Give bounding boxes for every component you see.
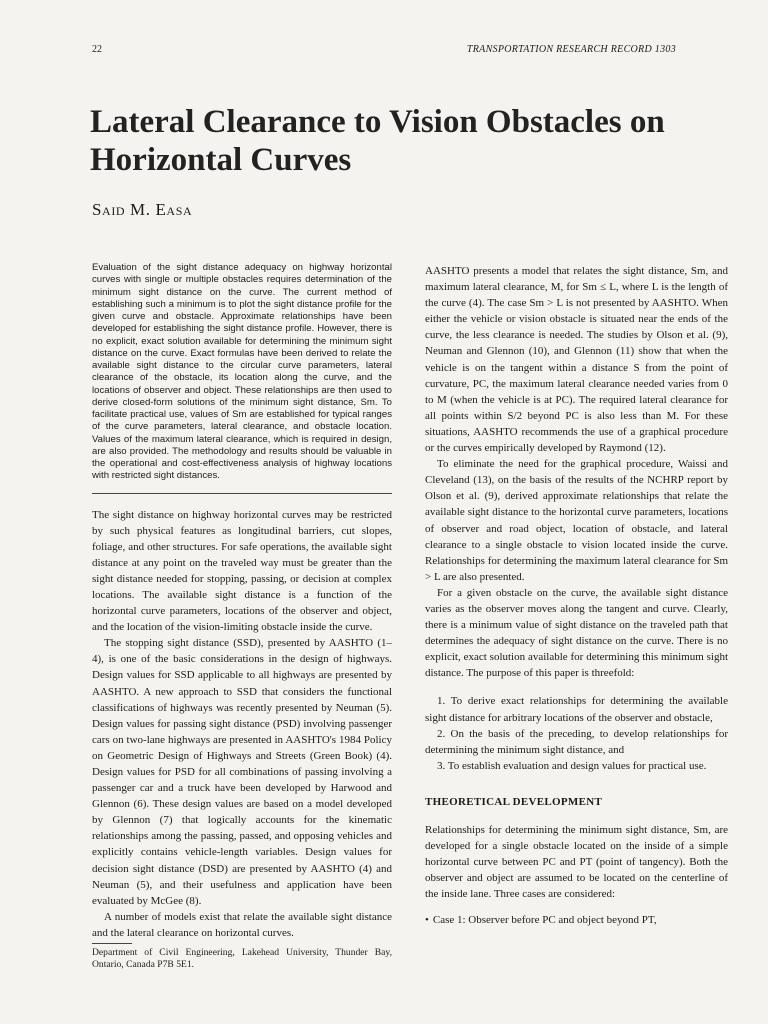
list-item: 3. To establish evaluation and design values for practical use.: [437, 759, 707, 772]
list-item: 2. On the basis of the preceding, to develop relationships for determining the minimum sight distance, and: [425, 727, 728, 756]
left-column: [92, 262, 392, 971]
footnote-divider: [92, 943, 132, 944]
paragraph: The sight distance on highway horizontal curves may be restricted by such physical features as longitudinal barriers, cut slopes, foliage, and other structures. For safe operations, the available sight distance at any point on the traveled way must be greater than the sight distance needed for stopping, passing, or decision at complex locations. The available sight distance is a function of the horizontal curve parameters, locations of the observer and object, and the location of the vision-limiting obstacle inside the curve.: [92, 508, 392, 634]
paragraph: A number of models exist that relate the available sight distance and the lateral clearance on horizontal curves.: [92, 910, 392, 939]
right-body-text: [425, 263, 728, 681]
section-body-text: [425, 822, 728, 902]
paragraph: The stopping sight distance (SSD), presented by AASHTO (1–4), is one of the basic considerations in the design of highways. Design values for SSD applicable to all highways are presented by AASHTO. A new approach to SSD that considers the functional classifications of highways was recently presented by Neuman (5). Design values for passing sight distance (PSD) involving passenger cars on two-lane highways are presented in AASHTO's 1984 Policy on Geometric Design of Highways and Streets (Green Book) (4). Design values for PSD for all combinations of passing involving a passenger car and a truck have been developed by Harwood and Glennon (6). These design values are based on a model developed by Glennon (7) that logically accounts for the kinematic relationships among the passing, passed, and opposing vehicles and explicitly contains vehicle-length variables. Design values for decision sight distance (DSD) are presented by AASHTO (4) and Neuman (5), and their usefulness and application have been evaluated by McGee (8).: [92, 637, 392, 907]
paragraph: AASHTO presents a model that relates the sight distance, Sm, and maximum lateral clearance, M, for Sm ≤ L, where L is the length of the curve (4). The case Sm > L is not presented by AASHTO. When either the vehicle or vision obstacle is situated near the ends of the curve, the less clearance is needed. The studies by Olson et al. (9), Neuman and Glennon (10), and Glennon (11) show that when the vehicle is on the tangent within a distance S from the point of curvature, PC, the maximum lateral clearance needed varies from 0 to M (when the vehicle is at PC). The required lateral clearance for all points within S/2 beyond PC is also less than M. For these situations, AASHTO recommends the use of a graphical procedure or the curves empirically developed by Raymond (12).: [425, 265, 728, 455]
list-item: 1. To derive exact relationships for determining the available sight distance for arbitrary locations of the observer and obstacle,: [425, 695, 728, 724]
paragraph: For a given obstacle on the curve, the available sight distance varies as the observer moves along the tangent and curve. Clearly, there is a minimum value of sight distance on the traveled path that determines the adequacy of sight distance on the curve. There is no explicit, exact solution available for determining this minimum sight distance. The purpose of this paper is threefold:: [425, 586, 728, 680]
right-column: [425, 263, 728, 928]
bullet-icon: •: [425, 914, 429, 927]
case-list-item: [425, 912, 728, 928]
case-item-text: Case 1: Observer before PC and object beyond PT,: [432, 914, 657, 927]
page-number: 22: [92, 44, 102, 55]
abstract-divider: [92, 493, 392, 494]
paragraph: Relationships for determining the minimum sight distance, Sm, are developed for a single obstacle located on the inside of a simple horizontal curve between PC and PT (point of tangency). Both the observer and object are assumed to be located on the centerline of the inside lane. Three cases are considered:: [425, 823, 728, 901]
journal-name: TRANSPORTATION RESEARCH RECORD 1303: [466, 44, 676, 55]
author-affiliation: Department of Civil Engineering, Lakehead University, Thunder Bay, Ontario, Canada P7B 5E1.: [92, 947, 392, 971]
article-title: Lateral Clearance to Vision Obstacles on Horizontal Curves: [90, 104, 665, 178]
section-heading: THEORETICAL DEVELOPMENT: [425, 795, 603, 808]
author-name: Said M. Easa: [92, 200, 193, 219]
left-body-text: [92, 507, 392, 942]
running-head: [92, 44, 676, 58]
paragraph: To eliminate the need for the graphical procedure, Waissi and Cleveland (13), on the basis of the results of the NCHRP report by Olson et al. (9), derived approximate relationships that relate the available sight distance to the horizontal curve parameters, locations of observer and road object, location of obstacle, and lateral clearance to a single obstacle to vision located inside the curve. Relationships for determining the maximum lateral clearance for Sm > L are also presented.: [425, 458, 728, 583]
abstract: Evaluation of the sight distance adequacy on highway horizontal curves with single or multiple obstacles requires determination of the minimum sight distance on the curve. The current method of establishing such a minimum is to plot the sight distance profile for the given curve and obstacle. Approximate relationships have been developed for establishing the sight distance profile. However, there is no explicit, exact solution available for determining the minimum sight distance on the curve. Exact formulas have been derived to relate the available sight distance to the circular curve parameters, lateral clearance of the obstacle, its location along the curve, and the locations of observer and object. These relationships are then used to derive closed-form solutions of the minimum sight distance, Sm. To facilitate practical use, values of Sm are established for typical ranges of the curve parameters, lateral clearance, and obstacle location. Values of the maximum lateral clearance, which is required in design, are also provided. The methodology and results should be valuable in the operational and cost-effectiveness analysis of highway locations with restricted sight distances.: [92, 262, 392, 482]
